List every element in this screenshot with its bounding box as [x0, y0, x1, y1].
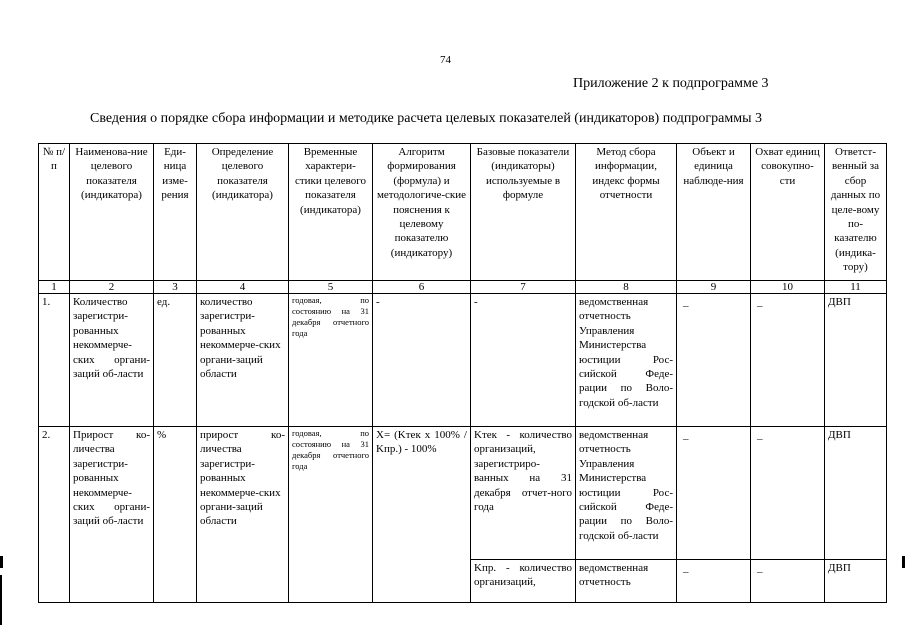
column-number: 10 — [751, 281, 825, 294]
header-cell: Еди-ница изме-рения — [154, 144, 197, 281]
indicator-name: Прирост ко-личества зарегистри-рованных некоммерче-ских органи-заций об-ласти — [70, 427, 154, 603]
header-cell: № п/п — [39, 144, 70, 281]
header-cell: Охват единиц совокупно-сти — [751, 144, 825, 281]
column-number: 1 — [39, 281, 70, 294]
time-characteristics: годовая, по состоянию на 31 декабря отчетного года — [289, 427, 373, 603]
header-cell: Метод сбора информации, индекс формы отчетности — [576, 144, 677, 281]
indicator-name: Количество зарегистри-рованных некоммерче-ских органи-заций об-ласти — [70, 294, 154, 427]
unit: % — [154, 427, 197, 603]
header-cell: Ответст-венный за сбор данных по целе-вому по-казателю (индика-тору) — [825, 144, 887, 281]
column-number: 8 — [576, 281, 677, 294]
responsible: ДВП — [825, 560, 887, 603]
header-cell: Объект и единица наблюде-ния — [677, 144, 751, 281]
algorithm: - — [373, 294, 471, 427]
document-title: Сведения о порядке сбора информации и методике расчета целевых показателей (индикаторов) подпрограммы 3 — [90, 111, 762, 126]
responsible: ДВП — [825, 294, 887, 427]
column-number: 4 — [197, 281, 289, 294]
table-row — [39, 427, 887, 560]
header-cell: Алгоритм формирования (формула) и методологиче-ские пояснения к целевому показателю (индикатору) — [373, 144, 471, 281]
header-cell: Определение целевого показателя (индикатора) — [197, 144, 289, 281]
column-number: 7 — [471, 281, 576, 294]
column-number: 6 — [373, 281, 471, 294]
header-cell: Временные характери-стики целевого показателя (индикатора) — [289, 144, 373, 281]
page-number: 74 — [440, 54, 451, 66]
appendix-caption: Приложение 2 к подпрограмме 3 — [573, 76, 769, 91]
indicators-table — [38, 143, 887, 603]
collection-method: ведомственная отчетность Управления Министерства юстиции Рос-сийской Феде-рации по Воло-годской об-ласти — [576, 427, 677, 560]
observation-object: _ — [677, 427, 751, 560]
column-number-row — [39, 281, 887, 294]
unit: ед. — [154, 294, 197, 427]
responsible: ДВП — [825, 427, 887, 560]
column-number: 2 — [70, 281, 154, 294]
base-indicators: - — [471, 294, 576, 427]
column-number: 5 — [289, 281, 373, 294]
observation-object: _ — [677, 560, 751, 603]
header-cell: Базовые показатели (индикаторы) используемые в формуле — [471, 144, 576, 281]
row-number: 1. — [39, 294, 70, 427]
column-number: 9 — [677, 281, 751, 294]
column-number: 11 — [825, 281, 887, 294]
row-number: 2. — [39, 427, 70, 603]
header-row — [39, 144, 887, 281]
table-row — [39, 294, 887, 427]
algorithm: X= (Kтек x 100% / Kпр.) - 100% — [373, 427, 471, 603]
base-indicator: Kтек - количество организаций, зарегистриро-ванных на 31 декабря отчет-ного года — [471, 427, 576, 560]
time-characteristics: годовая, по состоянию на 31 декабря отчетного года — [289, 294, 373, 427]
coverage: _ — [751, 427, 825, 560]
coverage: _ — [751, 560, 825, 603]
definition: количество зарегистри-рованных некоммерче-ских органи-заций области — [197, 294, 289, 427]
column-number: 3 — [154, 281, 197, 294]
observation-object: _ — [677, 294, 751, 427]
coverage: _ — [751, 294, 825, 427]
header-cell: Наименова-ние целевого показателя (индикатора) — [70, 144, 154, 281]
scan-edge-line — [0, 575, 2, 625]
collection-method: ведомственная отчетность — [576, 560, 677, 603]
collection-method: ведомственная отчетность Управления Министерства юстиции Рос-сийской Феде-рации по Воло-годской об-ласти — [576, 294, 677, 427]
base-indicator: Kпр. - количество организаций, — [471, 560, 576, 603]
scan-mark-left — [0, 556, 3, 568]
definition: прирост ко-личества зарегистри-рованных некоммерче-ских органи-заций области — [197, 427, 289, 603]
